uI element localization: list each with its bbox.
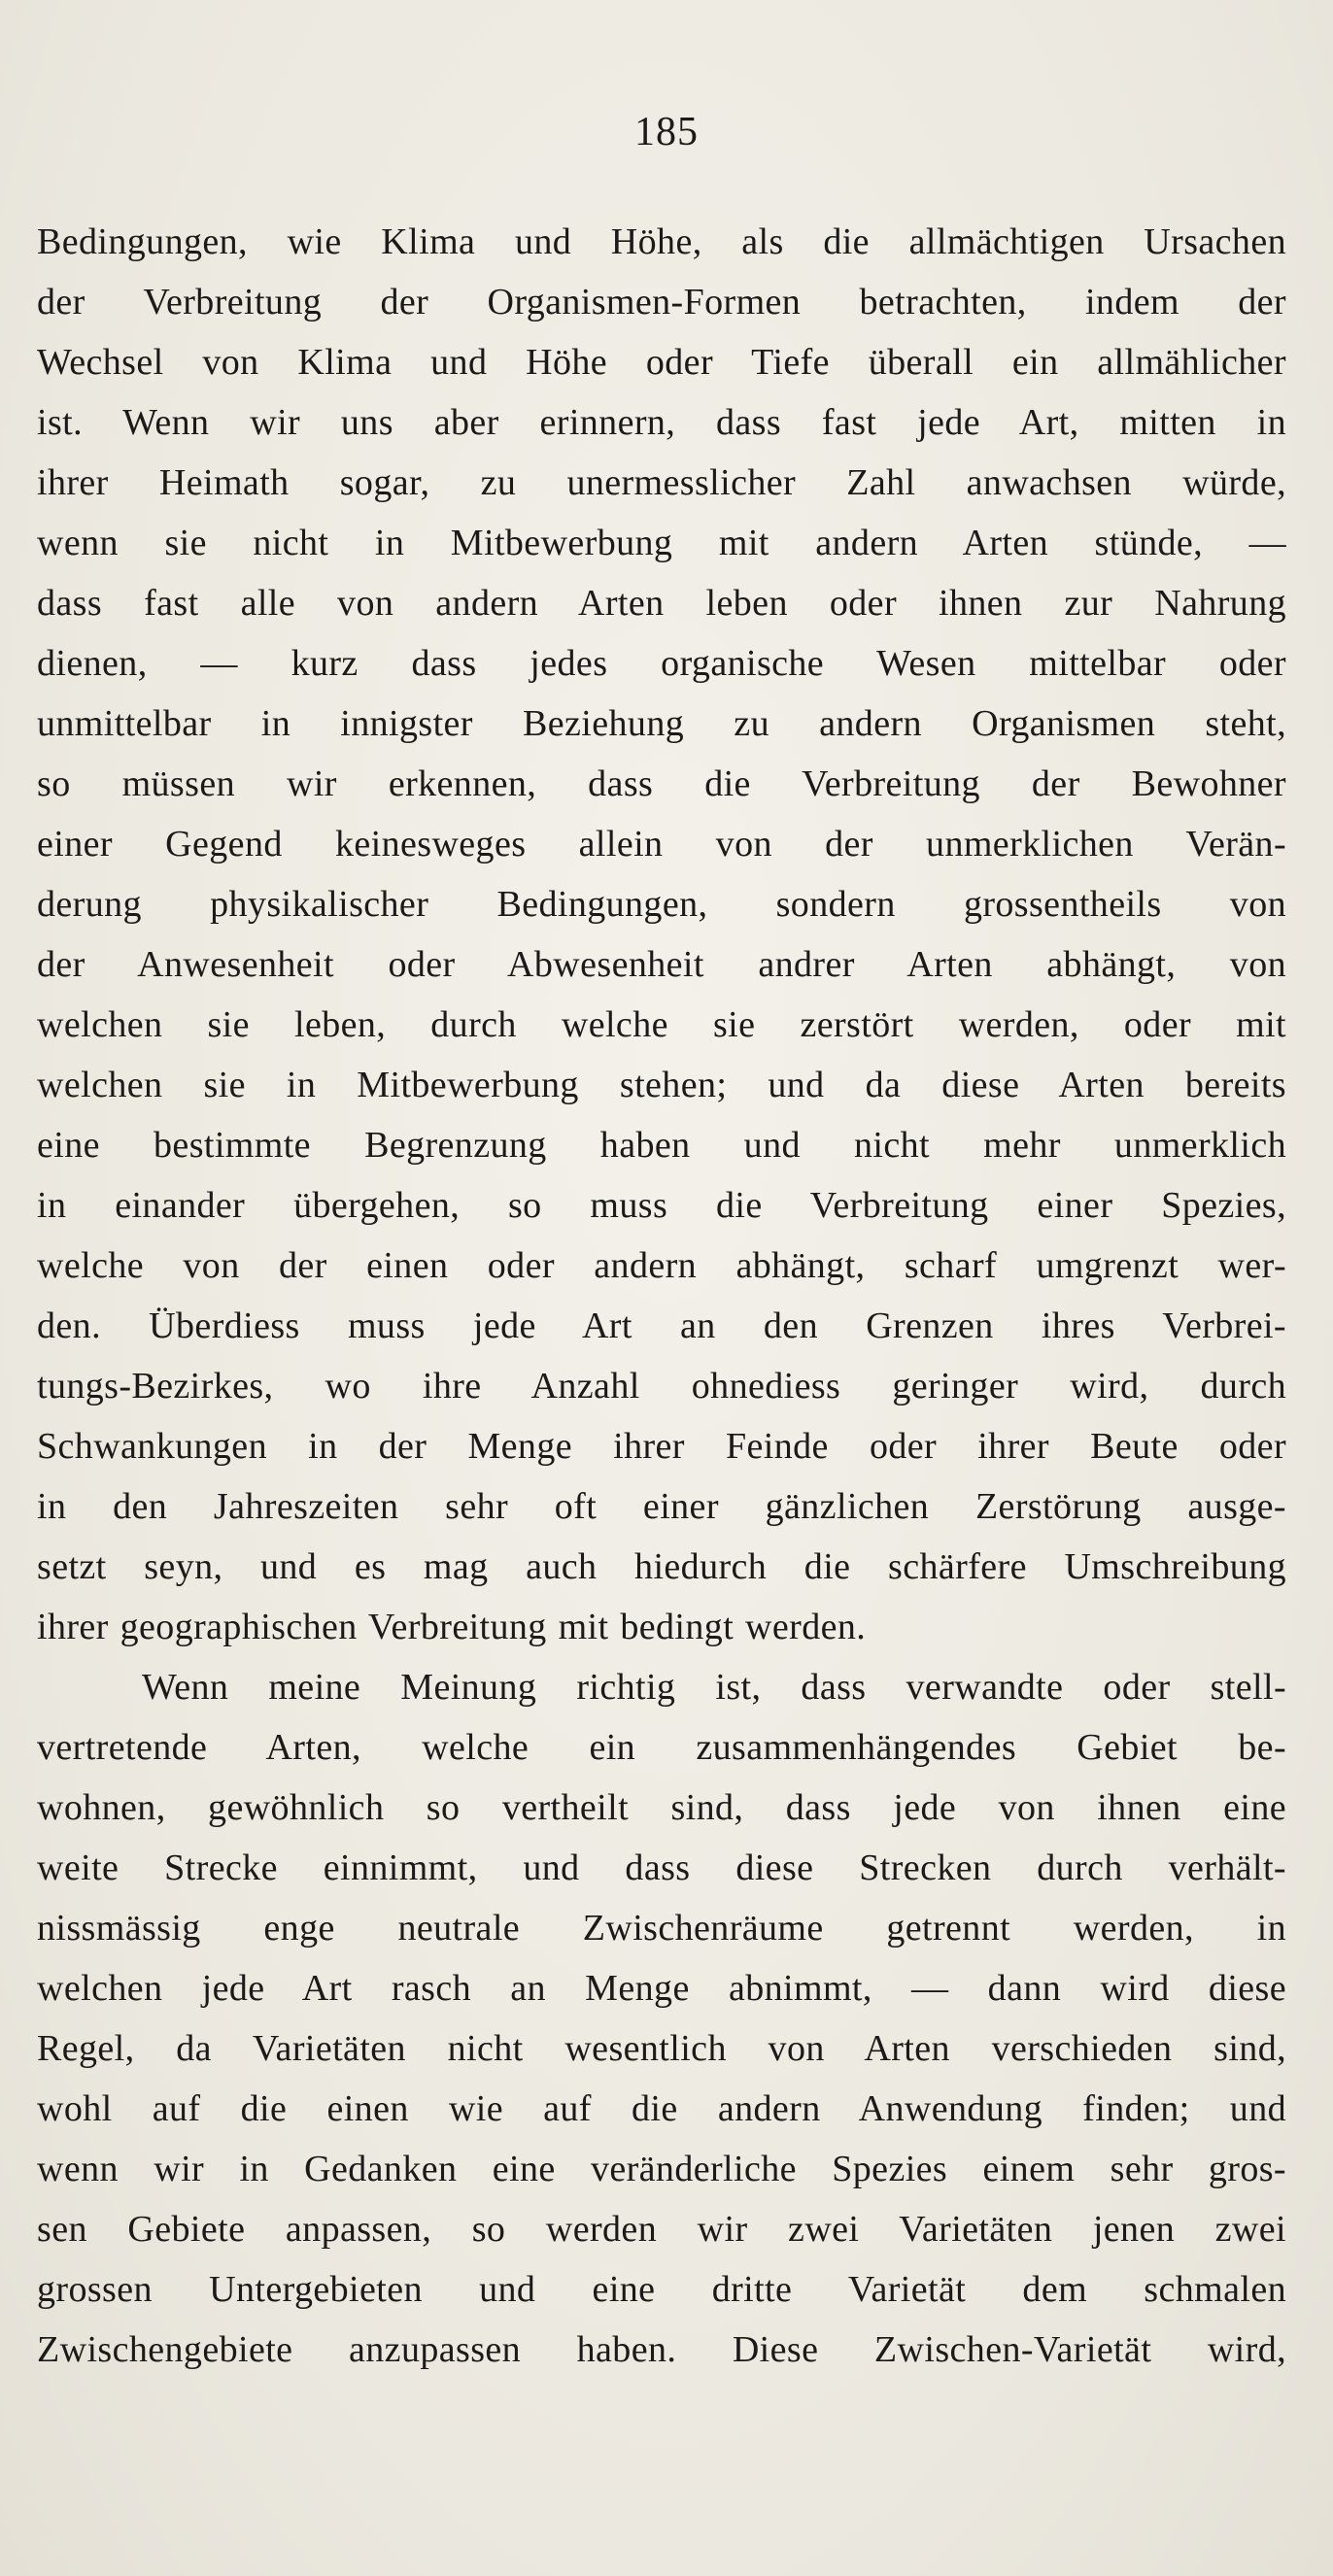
text-line: Bedingungen, wie Klima und Höhe, als die allmächtigen Ursachen [37, 221, 1286, 262]
text-line: nissmässig enge neutrale Zwischenräume getrennt werden, in [37, 1908, 1286, 1949]
text-line: Wechsel von Klima und Höhe oder Tiefe überall ein allmählicher [37, 342, 1286, 383]
text-line: wenn sie nicht in Mitbewerbung mit andern Arten stünde, — [37, 523, 1286, 563]
text-line: setzt seyn, und es mag auch hiedurch die schärfere Umschreibung [37, 1546, 1286, 1587]
text-line: eine bestimmte Begrenzung haben und nicht mehr unmerklich [37, 1125, 1286, 1166]
text-line: welchen sie in Mitbewerbung stehen; und da diese Arten bereits [37, 1065, 1286, 1105]
text-line: so müssen wir erkennen, dass die Verbreitung der Bewohner [37, 763, 1286, 804]
text-line: in einander übergehen, so muss die Verbreitung einer Spezies, [37, 1185, 1286, 1226]
text-line: wohnen, gewöhnlich so vertheilt sind, dass jede von ihnen eine [37, 1787, 1286, 1828]
text-line: tungs-Bezirkes, wo ihre Anzahl ohnediess geringer wird, durch [37, 1366, 1286, 1407]
text-line: sen Gebiete anpassen, so werden wir zwei Varietäten jenen zwei [37, 2209, 1286, 2250]
text-line: welchen jede Art rasch an Menge abnimmt, — dann wird diese [37, 1968, 1286, 2009]
body-text [37, 212, 1286, 2380]
text-line: der Verbreitung der Organismen-Formen betrachten, indem der [37, 282, 1286, 322]
text-line: wohl auf die einen wie auf die andern Anwendung finden; und [37, 2088, 1286, 2129]
text-line: weite Strecke einnimmt, und dass diese Strecken durch verhält- [37, 1847, 1286, 1888]
text-line: Zwischengebiete anzupassen haben. Diese Zwischen-Varietät wird, [37, 2329, 1286, 2370]
text-line: vertretende Arten, welche ein zusammenhängendes Gebiet be- [37, 1727, 1286, 1768]
paragraph-start-line: Wenn meine Meinung richtig ist, dass verwandte oder stell- [142, 1667, 1286, 1708]
text-line: unmittelbar in innigster Beziehung zu andern Organismen steht, [37, 703, 1286, 744]
page-number: 185 [634, 110, 699, 154]
text-line: wenn wir in Gedanken eine veränderliche Spezies einem sehr gros- [37, 2149, 1286, 2189]
text-line: dass fast alle von andern Arten leben oder ihnen zur Nahrung [37, 583, 1286, 624]
text-line: Schwankungen in der Menge ihrer Feinde oder ihrer Beute oder [37, 1426, 1286, 1467]
paragraph-end-line: ihrer geographischen Verbreitung mit bedingt werden. [37, 1607, 867, 1647]
text-line: der Anwesenheit oder Abwesenheit andrer Arten abhängt, von [37, 944, 1286, 985]
text-line: welche von der einen oder andern abhängt, scharf umgrenzt wer- [37, 1245, 1286, 1286]
text-line: derung physikalischer Bedingungen, sondern grossentheils von [37, 884, 1286, 925]
text-line: ist. Wenn wir uns aber erinnern, dass fast jede Art, mitten in [37, 402, 1286, 443]
text-line: ihrer Heimath sogar, zu unermesslicher Zahl anwachsen würde, [37, 462, 1286, 503]
text-line: dienen, — kurz dass jedes organische Wesen mittelbar oder [37, 643, 1286, 684]
text-line: Regel, da Varietäten nicht wesentlich von Arten verschieden sind, [37, 2028, 1286, 2069]
text-line: grossen Untergebieten und eine dritte Varietät dem schmalen [37, 2269, 1286, 2310]
text-line: einer Gegend keinesweges allein von der unmerklichen Verän- [37, 824, 1286, 864]
text-line: in den Jahreszeiten sehr oft einer gänzlichen Zerstörung ausge- [37, 1486, 1286, 1527]
text-line: welchen sie leben, durch welche sie zerstört werden, oder mit [37, 1004, 1286, 1045]
text-line: den. Überdiess muss jede Art an den Grenzen ihres Verbrei- [37, 1305, 1286, 1346]
